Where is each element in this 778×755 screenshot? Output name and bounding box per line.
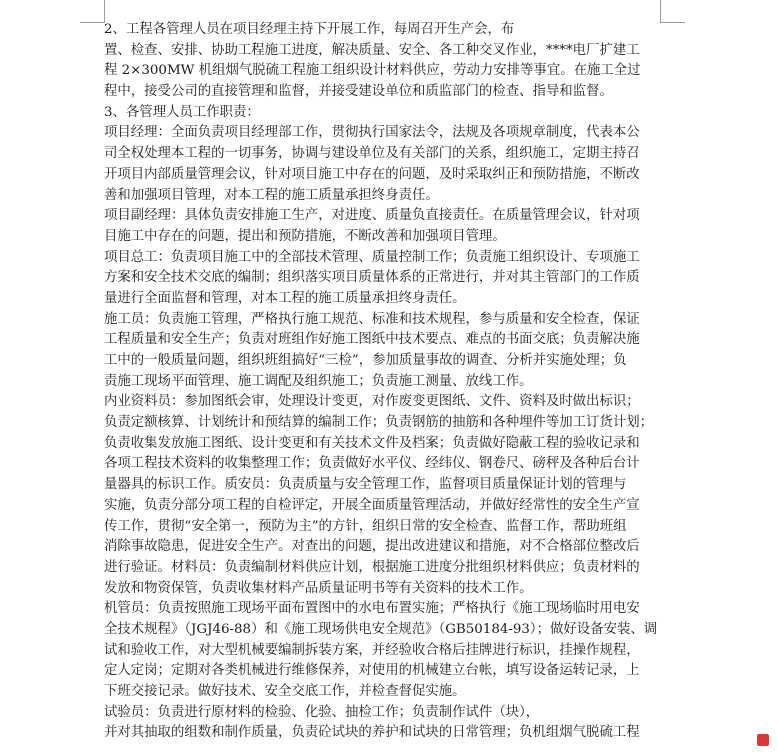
overlay-marker-icon [757,734,769,746]
text-line: 司全权处理本工程的一切事务，协调与建设单位及有关部门的关系，组织施工，定期主持召 [104,146,640,162]
text-line: 试验员：负责进行原材料的检验、化验、抽检工作；负责制作试件（块）， [104,704,540,720]
text-line: 全技术规程》（JGJ46-88）和《施工现场供电安全规范》（GB50184-93）；做好设备安装、调 [104,621,658,637]
text-line: 开项目内部质量管理会议，针对项目施工中存在的问题，及时采取纠正和预防措施，不断改 [104,166,640,182]
page-corner-mark-left [80,0,105,23]
document-body [104,20,664,744]
text-line: 试和验收工作，对大型机械要编制拆装方案，并经验收合格后挂牌进行标识，挂操作规程， [104,642,640,658]
text-line: 程中，接受公司的直接管理和监督，并接受建设单位和质监部门的检查、指导和监督。 [104,84,613,100]
text-line: 工程质量和安全生产；负责对班组作好施工图纸中技术要点、难点的书面交底；负责解决施 [104,332,640,348]
text-line: 方案和安全技术交底的编制；组织落实项目质量体系的正常进行，并对其主管部门的工作质 [104,270,640,286]
text-line: 目施工中存在的问题，提出和预防措施，不断改善和加强项目管理。 [104,228,506,244]
text-line: 置、检查、安排、协助工程施工进度，解决质量、安全、各工种交叉作业，****电厂扩建工 [104,42,640,58]
text-line: 善和加强项目管理，对本工程的施工质量承担终身责任。 [104,187,439,203]
text-line: 内业资料员：参加图纸会审，处理设计变更，对作废变更图纸、文件、资料及时做出标识； [104,394,640,410]
text-line: 量器具的标识工作。质安员：负责质量与安全管理工作，监督项目质量保证计划的管理与 [104,477,627,493]
text-line: 发放和物资保管，负责收集材料产品质量证明书等有关资料的技术工作。 [104,580,533,596]
text-line: 责施工现场平面管理、施工调配及组织施工；负责施工测量、放线工作。 [104,373,533,389]
text-line: 机管员：负责按照施工现场平面布置图中的水电布置实施；严格执行《施工现场临时用电安 [104,601,640,617]
text-line: 消除事故隐患，促进安全生产。对查出的问题，提出改进建议和措施，对不合格部位整改后 [104,539,640,555]
text-line: 进行验证。材料员：负责编制材料供应计划，根据施工进度分批组织材料供应；负责材料的 [104,559,640,575]
text-line: 实施，负责分部分项工程的自检评定，开展全面质量管理活动，并做好经常性的安全生产宣 [104,497,640,513]
text-line: 程 2×300MW 机组烟气脱硫工程施工组织设计材料供应，劳动力安排等事宜。在施工全过 [104,63,641,79]
text-line: 量进行全面监督和管理，对本工程的施工质量承担终身责任。 [104,290,466,306]
text-line: 项目总工：负责项目施工中的全部技术管理、质量控制工作；负责施工组织设计、专项施工 [104,249,640,265]
text-line: 负责定额核算、计划统计和预结算的编制工作；负责钢筋的抽筋和各种埋件等加工订货计划； [104,415,654,431]
text-line: 各项工程技术资料的收集整理工作；负责做好水平仪、经纬仪、钢卷尺、磅秤及各种后台计 [104,456,640,472]
text-line: 下班交接记录。做好技术、安全交底工作，并检查督促实施。 [104,684,466,699]
text-line: 传工作，贯彻“安全第一，预防为主”的方针，组织日常的安全检查、监督工作，帮助班组 [104,518,627,534]
text-line: 负责收集发放施工图纸、设计变更和有关技术文件及档案；负责做好隐蔽工程的验收记录和 [104,435,640,451]
text-line: 定人定岗；定期对各类机械进行维修保养，对使用的机械建立台帐，填写设备运转记录，上 [104,663,640,679]
text-line: 3、各管理人员工作职责： [104,104,260,120]
text-line: 2、工程各管理人员在项目经理主持下开展工作，每周召开生产会，布 [104,22,515,37]
text-line: 施工员：负责施工管理，严格执行施工规范、标准和技术规程，参与质量和安全检查，保证 [104,311,640,327]
text-line: 并对其抽取的组数和制作质量，负责砼试块的养护和试块的日常管理；负机组烟气脱硫工程 [104,725,640,741]
text-line: 项目经理：全面负责项目经理部工作，贯彻执行国家法令，法规及各项规章制度，代表本公 [104,125,640,141]
text-line: 工中的一般质量问题，组织班组搞好“三检”，参加质量事故的调查、分析并实施处理；负 [104,353,627,368]
text-line: 项目副经理：具体负责安排施工生产，对进度、质量负直接责任。在质量管理会议，针对项 [104,208,640,224]
